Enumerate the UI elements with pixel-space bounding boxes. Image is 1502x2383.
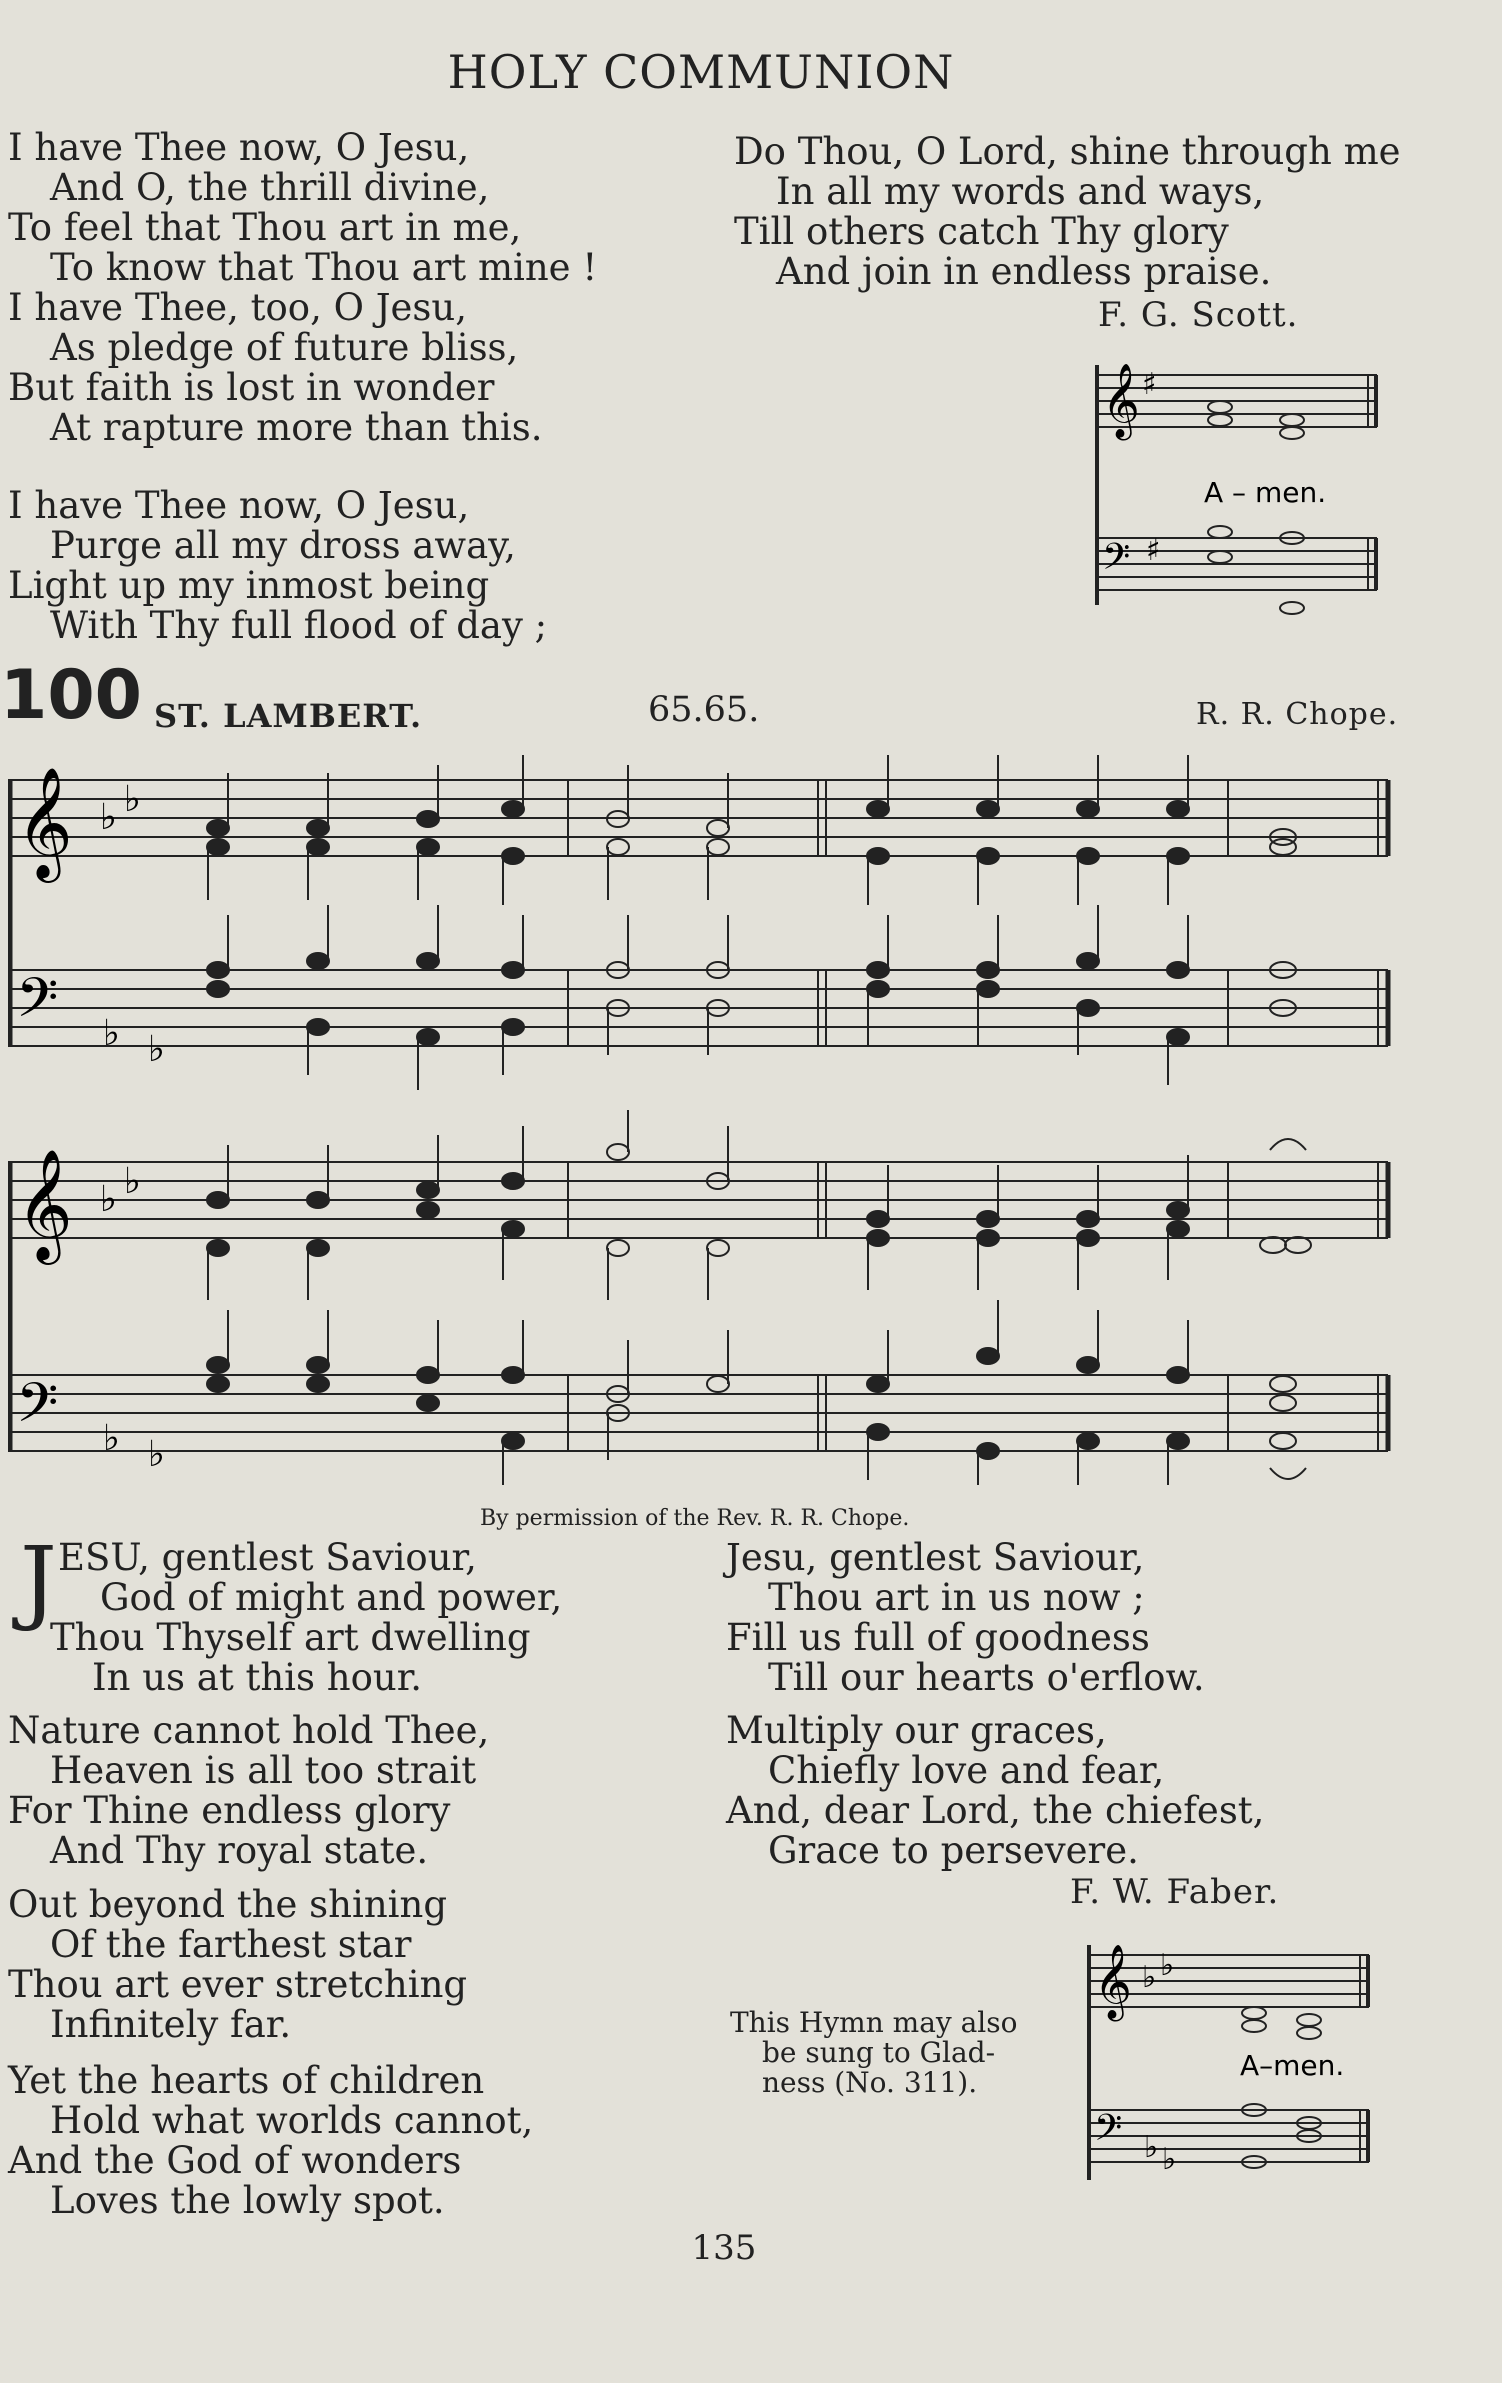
verse-line: And Thy royal state.	[50, 1829, 429, 1872]
meter: 65.65.	[648, 690, 760, 730]
permission-note: By permission of the Rev. R. R. Chope.	[480, 1506, 910, 1531]
note-line: be sung to Glad-	[762, 2036, 996, 2069]
verse-line: To feel that Thou art in me,	[8, 206, 522, 249]
verse-line: Chiefly love and fear,	[768, 1749, 1165, 1792]
verse-line: Jesu, gentlest Saviour,	[726, 1536, 1145, 1579]
treble-clef-icon: 𝄞	[16, 1148, 73, 1260]
verse-line: Grace to persevere.	[768, 1829, 1139, 1872]
verse-line: For Thine endless glory	[8, 1789, 451, 1832]
verse-line: At rapture more than this.	[50, 406, 543, 449]
score-system-1	[8, 755, 1398, 1095]
verse-line: Infinitely far.	[50, 2003, 292, 2046]
treble-clef-icon: 𝄞	[1094, 1945, 1132, 2019]
flat-icon: ♭	[103, 1013, 120, 1054]
verse-line: Out beyond the shining	[8, 1883, 448, 1926]
bass-clef-icon: 𝄢	[16, 1371, 59, 1448]
flat-icon: ♭	[1160, 1948, 1175, 1983]
verse-line: Fill us full of goodness	[726, 1616, 1150, 1659]
verse-line: But faith is lost in wonder	[8, 366, 495, 409]
verse-line: Loves the lowly spot.	[50, 2179, 445, 2222]
bass-clef-icon: 𝄢	[1094, 2107, 1123, 2158]
verse-line: God of might and power,	[100, 1576, 563, 1619]
hymn-stanza-4	[8, 2061, 533, 2221]
page-title: HOLY COMMUNION	[447, 45, 955, 99]
alternate-tune-note	[730, 2008, 1018, 2098]
flat-icon: ♭	[148, 1434, 165, 1475]
verse-line: Thou Thyself art dwelling	[50, 1616, 531, 1659]
prev-hymn-stanza-3	[734, 132, 1401, 292]
verse-line: I have Thee now, O Jesu,	[8, 484, 470, 527]
flat-icon: ♭	[1162, 2142, 1177, 2177]
score-system-2	[8, 1110, 1398, 1490]
verse-line: And, dear Lord, the chiefest,	[726, 1789, 1265, 1832]
verse-line: In all my words and ways,	[776, 170, 1265, 213]
treble-clef-icon: 𝄞	[1102, 364, 1140, 438]
verse-line: Thou art ever stretching	[8, 1963, 468, 2006]
treble-clef-icon: 𝄞	[16, 766, 73, 878]
verse-line: Light up my inmost being	[8, 564, 490, 607]
amen-label: A – men.	[1204, 476, 1327, 509]
verse-line: ESU, gentlest Saviour,	[58, 1536, 477, 1579]
bass-clef-icon: 𝄢	[16, 966, 59, 1043]
verse-line: Till others catch Thy glory	[734, 210, 1229, 253]
flat-icon: ♭	[124, 1161, 141, 1202]
page-number: 135	[691, 2228, 757, 2268]
flat-icon: ♭	[100, 1179, 117, 1220]
hymn-stanza-2	[8, 1711, 489, 1871]
verse-line: Till our hearts o'erflow.	[768, 1656, 1205, 1699]
flat-icon: ♭	[148, 1029, 165, 1070]
amen-label: A–men.	[1240, 2049, 1345, 2082]
bass-clef-icon: 𝄢	[1102, 536, 1131, 587]
prev-hymn-stanza-1	[8, 128, 597, 448]
verse-line: And join in endless praise.	[776, 250, 1272, 293]
flat-icon: ♭	[100, 797, 117, 838]
hymn-stanza-3	[8, 1885, 467, 2045]
note-line: This Hymn may also	[730, 2006, 1018, 2039]
sharp-icon: ♯	[1146, 533, 1161, 568]
verse-line: Yet the hearts of children	[8, 2059, 485, 2102]
verse-line: Purge all my dross away,	[50, 524, 516, 567]
verse-line: Of the farthest star	[50, 1923, 412, 1966]
verse-line: And O, the thrill divine,	[50, 166, 490, 209]
sharp-icon: ♯	[1142, 367, 1157, 402]
verse-line: Multiply our graces,	[726, 1709, 1107, 1752]
verse-line: Heaven is all too strait	[50, 1749, 477, 1792]
verse-line: I have Thee, too, O Jesu,	[8, 286, 467, 329]
hymn-stanza-1-cont	[50, 1618, 531, 1698]
prev-hymn-author: F. G. Scott.	[1098, 295, 1299, 335]
verse-line: With Thy full flood of day ;	[50, 604, 548, 647]
hymn-author: F. W. Faber.	[1070, 1872, 1280, 1912]
flat-icon: ♭	[1144, 2130, 1159, 2165]
composer: R. R. Chope.	[1196, 697, 1399, 732]
hymn-stanza-5	[726, 1538, 1205, 1698]
verse-line: In us at this hour.	[92, 1656, 423, 1699]
flat-icon: ♭	[124, 779, 141, 820]
verse-line: And the God of wonders	[8, 2139, 462, 2182]
verse-line: Nature cannot hold Thee,	[8, 1709, 490, 1752]
flat-icon: ♭	[103, 1418, 120, 1459]
verse-line: I have Thee now, O Jesu,	[8, 126, 470, 169]
tune-name: ST. LAMBERT.	[154, 697, 423, 735]
verse-line: To know that Thou art mine !	[50, 246, 598, 289]
verse-line: Thou art in us now ;	[768, 1576, 1145, 1619]
note-line: ness (No. 311).	[762, 2066, 978, 2099]
verse-line: Hold what worlds cannot,	[50, 2099, 534, 2142]
drop-cap: J	[20, 1527, 57, 1634]
hymn-stanza-1	[58, 1538, 562, 1618]
flat-icon: ♭	[1142, 1960, 1157, 1995]
amen-score-hymn	[1084, 1925, 1374, 2185]
verse-line: As pledge of future bliss,	[50, 326, 519, 369]
verse-line: Do Thou, O Lord, shine through me	[734, 130, 1401, 173]
hymn-stanza-6	[726, 1711, 1264, 1871]
prev-hymn-stanza-2	[8, 486, 547, 646]
hymn-number: 100	[0, 656, 142, 735]
amen-score-prev	[1092, 350, 1382, 620]
